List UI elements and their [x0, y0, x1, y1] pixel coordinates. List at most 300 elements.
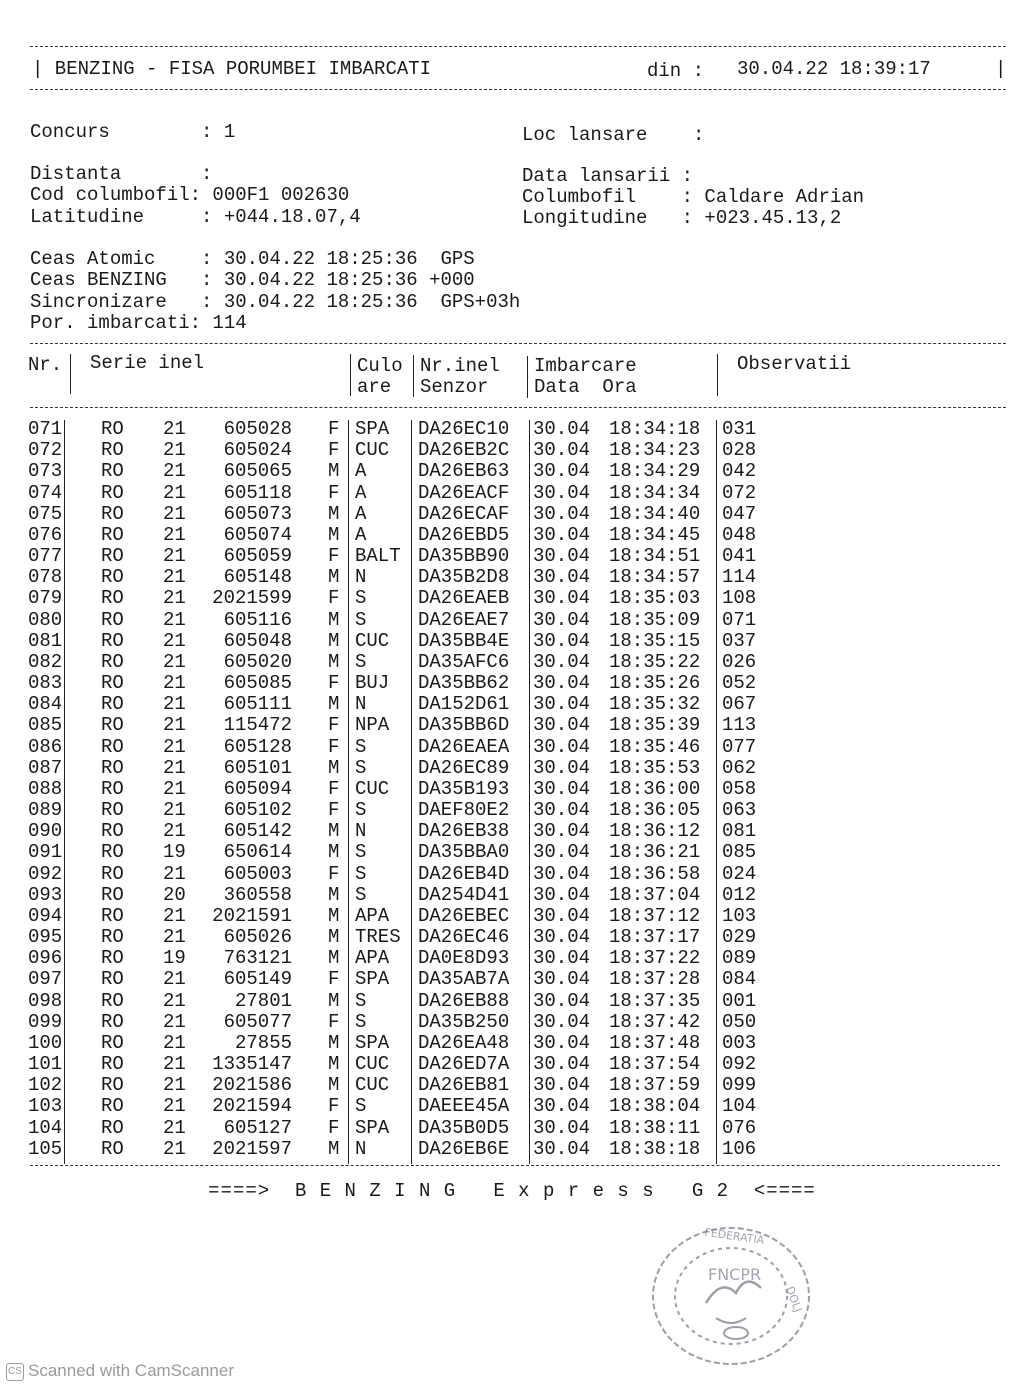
cell-sex: F: [328, 862, 340, 885]
cell-ora: 18:34:18: [609, 418, 701, 440]
cell-an: 21: [163, 820, 186, 843]
table-row: [0, 842, 1024, 863]
cell-tara: RO: [101, 460, 124, 483]
cell-nr: 078: [28, 566, 63, 589]
cell-inel: 605048: [223, 629, 292, 652]
cell-data: 30.04: [533, 523, 591, 546]
table-row: [0, 1118, 1024, 1139]
cell-nr: 089: [28, 799, 63, 822]
cell-ora: 18:37:04: [609, 883, 701, 906]
cell-obs: 026: [722, 650, 757, 673]
cell-tara: RO: [101, 1053, 124, 1076]
cell-sex: F: [328, 587, 340, 610]
cell-senzor: DA26EACF: [418, 481, 510, 504]
cell-obs: 114: [722, 566, 757, 589]
table-row: [0, 800, 1024, 821]
table-row: [0, 440, 1024, 461]
cell-senzor: DAEF80E2: [418, 799, 510, 822]
cell-obs: 092: [722, 1053, 757, 1076]
report-title: | BENZING - FISA PORUMBEI IMBARCATI: [32, 58, 432, 80]
cell-ora: 18:37:59: [609, 1074, 701, 1097]
cell-obs: 071: [722, 608, 757, 631]
cell-nr: 093: [28, 883, 63, 906]
cell-data: 30.04: [533, 481, 591, 504]
cell-senzor: DA35AB7A: [418, 968, 510, 991]
cell-data: 30.04: [533, 862, 591, 885]
cell-tara: RO: [101, 947, 124, 970]
cell-an: 21: [163, 523, 186, 546]
cell-an: 21: [163, 460, 186, 483]
cell-senzor: DA0E8D93: [418, 947, 510, 970]
cell-senzor: DA26EB4D: [418, 862, 510, 885]
cell-nr: 085: [28, 714, 63, 737]
cell-nr: 097: [28, 968, 63, 991]
cell-ora: 18:38:18: [609, 1137, 701, 1160]
cell-an: 21: [163, 756, 186, 779]
cell-obs: 099: [722, 1074, 757, 1097]
header-sep-culo: [413, 355, 414, 397]
cod-columbofil-field: Cod columbofil: 000F1 002630: [30, 184, 350, 206]
cell-tara: RO: [101, 735, 124, 758]
cell-obs: 037: [722, 629, 757, 652]
cell-culoare: SPA: [355, 418, 390, 440]
loc-lansare-field: Loc lansare :: [522, 124, 705, 146]
cell-culoare: SPA: [355, 1116, 390, 1139]
table-row: [0, 652, 1024, 673]
cell-tara: RO: [101, 1116, 124, 1139]
cell-nr: 092: [28, 862, 63, 885]
cell-ora: 18:37:48: [609, 1031, 701, 1054]
cell-nr: 100: [28, 1031, 63, 1054]
table-row: [0, 927, 1024, 948]
cell-nr: 073: [28, 460, 63, 483]
cell-senzor: DA35BB4E: [418, 629, 510, 652]
cell-data: 30.04: [533, 1031, 591, 1054]
cell-data: 30.04: [533, 1116, 591, 1139]
sincronizare-field: Sincronizare : 30.04.22 18:25:36 GPS+03h: [30, 291, 521, 313]
cell-senzor: DA35B0D5: [418, 1116, 510, 1139]
cell-nr: 105: [28, 1137, 63, 1160]
cell-obs: 047: [722, 502, 757, 525]
cell-tara: RO: [101, 1095, 124, 1118]
cell-obs: 103: [722, 904, 757, 927]
cell-senzor: DA152D61: [418, 693, 510, 716]
cell-ora: 18:37:28: [609, 968, 701, 991]
cell-data: 30.04: [533, 1137, 591, 1160]
cell-nr: 098: [28, 989, 63, 1012]
cell-senzor: DA26EC10: [418, 418, 510, 440]
cell-inel: 605142: [223, 820, 292, 843]
cell-tara: RO: [101, 608, 124, 631]
cell-data: 30.04: [533, 587, 591, 610]
cell-tara: RO: [101, 693, 124, 716]
cell-nr: 074: [28, 481, 63, 504]
col-header-serie: Serie inel: [90, 352, 205, 374]
cell-senzor: DA26EC89: [418, 756, 510, 779]
cell-culoare: N: [355, 820, 367, 843]
cell-senzor: DA26EAEA: [418, 735, 510, 758]
cell-senzor: DA26EB88: [418, 989, 510, 1012]
cell-sex: M: [328, 629, 340, 652]
col-header-imbarcare: Imbarcare: [534, 355, 637, 377]
cell-culoare: SPA: [355, 968, 390, 991]
cell-inel: 605073: [223, 502, 292, 525]
columbofil-field: Columbofil : Caldare Adrian: [522, 186, 865, 208]
cell-nr: 082: [28, 650, 63, 673]
cell-data: 30.04: [533, 1095, 591, 1118]
cell-ora: 18:37:42: [609, 1010, 701, 1033]
cell-senzor: DAEEE45A: [418, 1095, 510, 1118]
cell-culoare: S: [355, 989, 367, 1012]
cell-tara: RO: [101, 481, 124, 504]
cell-obs: 072: [722, 481, 757, 504]
cell-inel: 605028: [223, 418, 292, 440]
camscanner-watermark: [6, 1361, 234, 1381]
table-bottom-rule: [30, 1165, 1000, 1166]
cell-ora: 18:35:39: [609, 714, 701, 737]
cell-sex: M: [328, 650, 340, 673]
cell-an: 21: [163, 862, 186, 885]
cell-nr: 088: [28, 777, 63, 800]
cell-sex: M: [328, 756, 340, 779]
col-header-nrinel: Nr.inel: [420, 355, 500, 377]
cell-tara: RO: [101, 1074, 124, 1097]
concurs-field: Concurs : 1: [30, 121, 236, 143]
table-header-bottom-rule: [30, 407, 1006, 408]
cell-culoare: CUC: [355, 1053, 390, 1076]
cell-nr: 077: [28, 545, 63, 568]
cell-obs: 042: [722, 460, 757, 483]
cell-inel: 605003: [223, 862, 292, 885]
cell-obs: 067: [722, 693, 757, 716]
table-row: [0, 969, 1024, 990]
table-row: [0, 1054, 1024, 1075]
cell-obs: 081: [722, 820, 757, 843]
cell-nr: 091: [28, 841, 63, 864]
table-row: [0, 461, 1024, 482]
cell-senzor: DA26EAE7: [418, 608, 510, 631]
cell-culoare: N: [355, 566, 367, 589]
table-row: [0, 948, 1024, 969]
cell-sex: F: [328, 799, 340, 822]
cell-an: 21: [163, 587, 186, 610]
cell-data: 30.04: [533, 799, 591, 822]
cell-tara: RO: [101, 841, 124, 864]
cell-inel: 605111: [223, 693, 292, 716]
cell-data: 30.04: [533, 460, 591, 483]
cell-data: 30.04: [533, 439, 591, 462]
col-header-culo: Culo: [357, 355, 403, 377]
cell-culoare: N: [355, 693, 367, 716]
cell-obs: 106: [722, 1137, 757, 1160]
cell-tara: RO: [101, 714, 124, 737]
cell-culoare: CUC: [355, 1074, 390, 1097]
cell-ora: 18:34:34: [609, 481, 701, 504]
cell-an: 21: [163, 418, 186, 440]
cell-senzor: DA26EC46: [418, 926, 510, 949]
report-date-label: din :: [647, 60, 705, 82]
cell-culoare: TRES: [355, 926, 401, 949]
table-row: [0, 864, 1024, 885]
cell-an: 21: [163, 693, 186, 716]
cell-data: 30.04: [533, 1074, 591, 1097]
cell-nr: 095: [28, 926, 63, 949]
table-row: [0, 673, 1024, 694]
table-row: [0, 1075, 1024, 1096]
cell-inel: 605102: [223, 799, 292, 822]
cell-an: 21: [163, 566, 186, 589]
cell-obs: 062: [722, 756, 757, 779]
cell-culoare: S: [355, 862, 367, 885]
latitudine-field: Latitudine : +044.18.07,4: [30, 206, 361, 228]
cell-data: 30.04: [533, 926, 591, 949]
cell-an: 21: [163, 629, 186, 652]
ceas-benzing-field: Ceas BENZING : 30.04.22 18:25:36 +000: [30, 269, 475, 291]
cell-sex: F: [328, 481, 340, 504]
cell-sex: F: [328, 1095, 340, 1118]
cell-an: 21: [163, 799, 186, 822]
cell-obs: 063: [722, 799, 757, 822]
cell-inel: 2021597: [212, 1137, 292, 1160]
cell-data: 30.04: [533, 1053, 591, 1076]
cell-nr: 104: [28, 1116, 63, 1139]
cell-data: 30.04: [533, 904, 591, 927]
cell-tara: RO: [101, 1010, 124, 1033]
cell-an: 21: [163, 1116, 186, 1139]
cell-an: 21: [163, 672, 186, 695]
cell-inel: 605020: [223, 650, 292, 673]
cell-senzor: DA35AFC6: [418, 650, 510, 673]
cell-sex: M: [328, 841, 340, 864]
table-row: [0, 1139, 1024, 1160]
cell-inel: 115472: [223, 714, 292, 737]
cell-inel: 763121: [223, 947, 292, 970]
cell-an: 21: [163, 650, 186, 673]
cell-ora: 18:37:17: [609, 926, 701, 949]
cell-inel: 605101: [223, 756, 292, 779]
header-bottom-rule: [30, 89, 1006, 90]
cell-sex: M: [328, 1074, 340, 1097]
cell-tara: RO: [101, 926, 124, 949]
table-row: [0, 885, 1024, 906]
table-row: [0, 525, 1024, 546]
cell-inel: 1335147: [212, 1053, 292, 1076]
cell-ora: 18:35:32: [609, 693, 701, 716]
cell-ora: 18:34:29: [609, 460, 701, 483]
cell-obs: 003: [722, 1031, 757, 1054]
cell-inel: 360558: [223, 883, 292, 906]
cell-tara: RO: [101, 650, 124, 673]
cell-sex: M: [328, 989, 340, 1012]
cell-inel: 605127: [223, 1116, 292, 1139]
cell-data: 30.04: [533, 418, 591, 440]
col-header-data-ora: Data Ora: [534, 376, 637, 398]
cell-culoare: S: [355, 650, 367, 673]
cell-tara: RO: [101, 672, 124, 695]
cell-data: 30.04: [533, 1010, 591, 1033]
cell-nr: 090: [28, 820, 63, 843]
cell-ora: 18:35:03: [609, 587, 701, 610]
cell-culoare: BALT: [355, 545, 401, 568]
cell-inel: 605094: [223, 777, 292, 800]
cell-obs: 077: [722, 735, 757, 758]
cell-senzor: DA35BBA0: [418, 841, 510, 864]
cell-obs: 050: [722, 1010, 757, 1033]
cell-tara: RO: [101, 820, 124, 843]
cell-ora: 18:34:23: [609, 439, 701, 462]
cell-culoare: S: [355, 1095, 367, 1118]
cell-tara: RO: [101, 989, 124, 1012]
cell-inel: 605128: [223, 735, 292, 758]
cell-ora: 18:36:12: [609, 820, 701, 843]
cell-tara: RO: [101, 502, 124, 525]
cell-obs: 001: [722, 989, 757, 1012]
cell-obs: 012: [722, 883, 757, 906]
cell-nr: 080: [28, 608, 63, 631]
cell-inel: 605074: [223, 523, 292, 546]
cell-sex: M: [328, 820, 340, 843]
cell-sex: M: [328, 1031, 340, 1054]
cell-data: 30.04: [533, 650, 591, 673]
table-row: [0, 610, 1024, 631]
cell-nr: 087: [28, 756, 63, 779]
cell-inel: 605065: [223, 460, 292, 483]
table-row: [0, 1033, 1024, 1054]
svg-text:FEDERATIA: FEDERATIA: [703, 1225, 766, 1248]
cell-senzor: DA254D41: [418, 883, 510, 906]
table-row: [0, 779, 1024, 800]
cell-ora: 18:35:26: [609, 672, 701, 695]
svg-text:DOLJ: DOLJ: [783, 1284, 805, 1314]
cell-tara: RO: [101, 862, 124, 885]
cell-tara: RO: [101, 904, 124, 927]
cell-an: 21: [163, 439, 186, 462]
cell-obs: 041: [722, 545, 757, 568]
cell-sex: M: [328, 904, 340, 927]
table-row: [0, 694, 1024, 715]
cell-ora: 18:36:00: [609, 777, 701, 800]
cell-culoare: S: [355, 841, 367, 864]
cell-obs: 031: [722, 418, 757, 440]
cell-culoare: S: [355, 756, 367, 779]
cell-obs: 108: [722, 587, 757, 610]
cell-data: 30.04: [533, 968, 591, 991]
cell-nr: 096: [28, 947, 63, 970]
col-header-observatii: Observatii: [737, 353, 852, 375]
table-row: [0, 588, 1024, 609]
cell-sex: M: [328, 608, 340, 631]
cell-ora: 18:35:15: [609, 629, 701, 652]
cell-inel: 605026: [223, 926, 292, 949]
cell-ora: 18:37:35: [609, 989, 701, 1012]
report-date-value: 30.04.22 18:39:17: [737, 58, 931, 80]
cell-inel: 2021586: [212, 1074, 292, 1097]
cell-sex: M: [328, 566, 340, 589]
cell-obs: 058: [722, 777, 757, 800]
por-imbarcati-field: Por. imbarcati: 114: [30, 312, 247, 334]
cell-senzor: DA35B193: [418, 777, 510, 800]
table-row: [0, 906, 1024, 927]
cell-inel: 2021599: [212, 587, 292, 610]
cell-sex: M: [328, 1053, 340, 1076]
cell-data: 30.04: [533, 714, 591, 737]
cell-culoare: APA: [355, 904, 390, 927]
cell-inel: 27801: [234, 989, 292, 1012]
table-row: [0, 631, 1024, 652]
cell-obs: 028: [722, 439, 757, 462]
cell-ora: 18:36:58: [609, 862, 701, 885]
cell-sex: F: [328, 439, 340, 462]
cell-sex: M: [328, 883, 340, 906]
cell-obs: 048: [722, 523, 757, 546]
cell-nr: 081: [28, 629, 63, 652]
cell-tara: RO: [101, 883, 124, 906]
cell-culoare: S: [355, 799, 367, 822]
cell-obs: 084: [722, 968, 757, 991]
table-row: [0, 546, 1024, 567]
svg-text:FNCPR: FNCPR: [708, 1265, 762, 1284]
cell-an: 21: [163, 777, 186, 800]
camscanner-text: Scanned with CamScanner: [28, 1361, 235, 1380]
cell-data: 30.04: [533, 820, 591, 843]
cell-inel: 605085: [223, 672, 292, 695]
cell-senzor: DA26EB81: [418, 1074, 510, 1097]
cell-tara: RO: [101, 587, 124, 610]
cell-nr: 099: [28, 1010, 63, 1033]
cell-sex: M: [328, 460, 340, 483]
cell-sex: M: [328, 1137, 340, 1160]
cell-data: 30.04: [533, 545, 591, 568]
cell-senzor: DA35BB62: [418, 672, 510, 695]
table-row: [0, 715, 1024, 736]
cell-culoare: CUC: [355, 629, 390, 652]
cell-nr: 083: [28, 672, 63, 695]
cell-nr: 075: [28, 502, 63, 525]
cell-tara: RO: [101, 1137, 124, 1160]
cell-ora: 18:34:45: [609, 523, 701, 546]
cell-obs: 052: [722, 672, 757, 695]
cell-sex: F: [328, 777, 340, 800]
cell-ora: 18:36:21: [609, 841, 701, 864]
cell-data: 30.04: [533, 841, 591, 864]
cell-ora: 18:34:51: [609, 545, 701, 568]
cell-ora: 18:37:22: [609, 947, 701, 970]
cell-sex: M: [328, 926, 340, 949]
cell-tara: RO: [101, 418, 124, 440]
cell-tara: RO: [101, 523, 124, 546]
cell-obs: 113: [722, 714, 757, 737]
cell-senzor: DA26ED7A: [418, 1053, 510, 1076]
cell-data: 30.04: [533, 693, 591, 716]
cell-data: 30.04: [533, 947, 591, 970]
cell-culoare: CUC: [355, 777, 390, 800]
cell-inel: 2021591: [212, 904, 292, 927]
cell-inel: 2021594: [212, 1095, 292, 1118]
cell-sex: F: [328, 545, 340, 568]
table-row: [0, 1012, 1024, 1033]
cell-tara: RO: [101, 799, 124, 822]
cell-nr: 094: [28, 904, 63, 927]
cell-culoare: NPA: [355, 714, 390, 737]
cell-sex: M: [328, 947, 340, 970]
cell-senzor: DA26EB6E: [418, 1137, 510, 1160]
cell-an: 21: [163, 545, 186, 568]
cell-sex: F: [328, 968, 340, 991]
cell-an: 21: [163, 714, 186, 737]
cell-inel: 605149: [223, 968, 292, 991]
cell-data: 30.04: [533, 608, 591, 631]
distanta-field: Distanta :: [30, 163, 213, 185]
